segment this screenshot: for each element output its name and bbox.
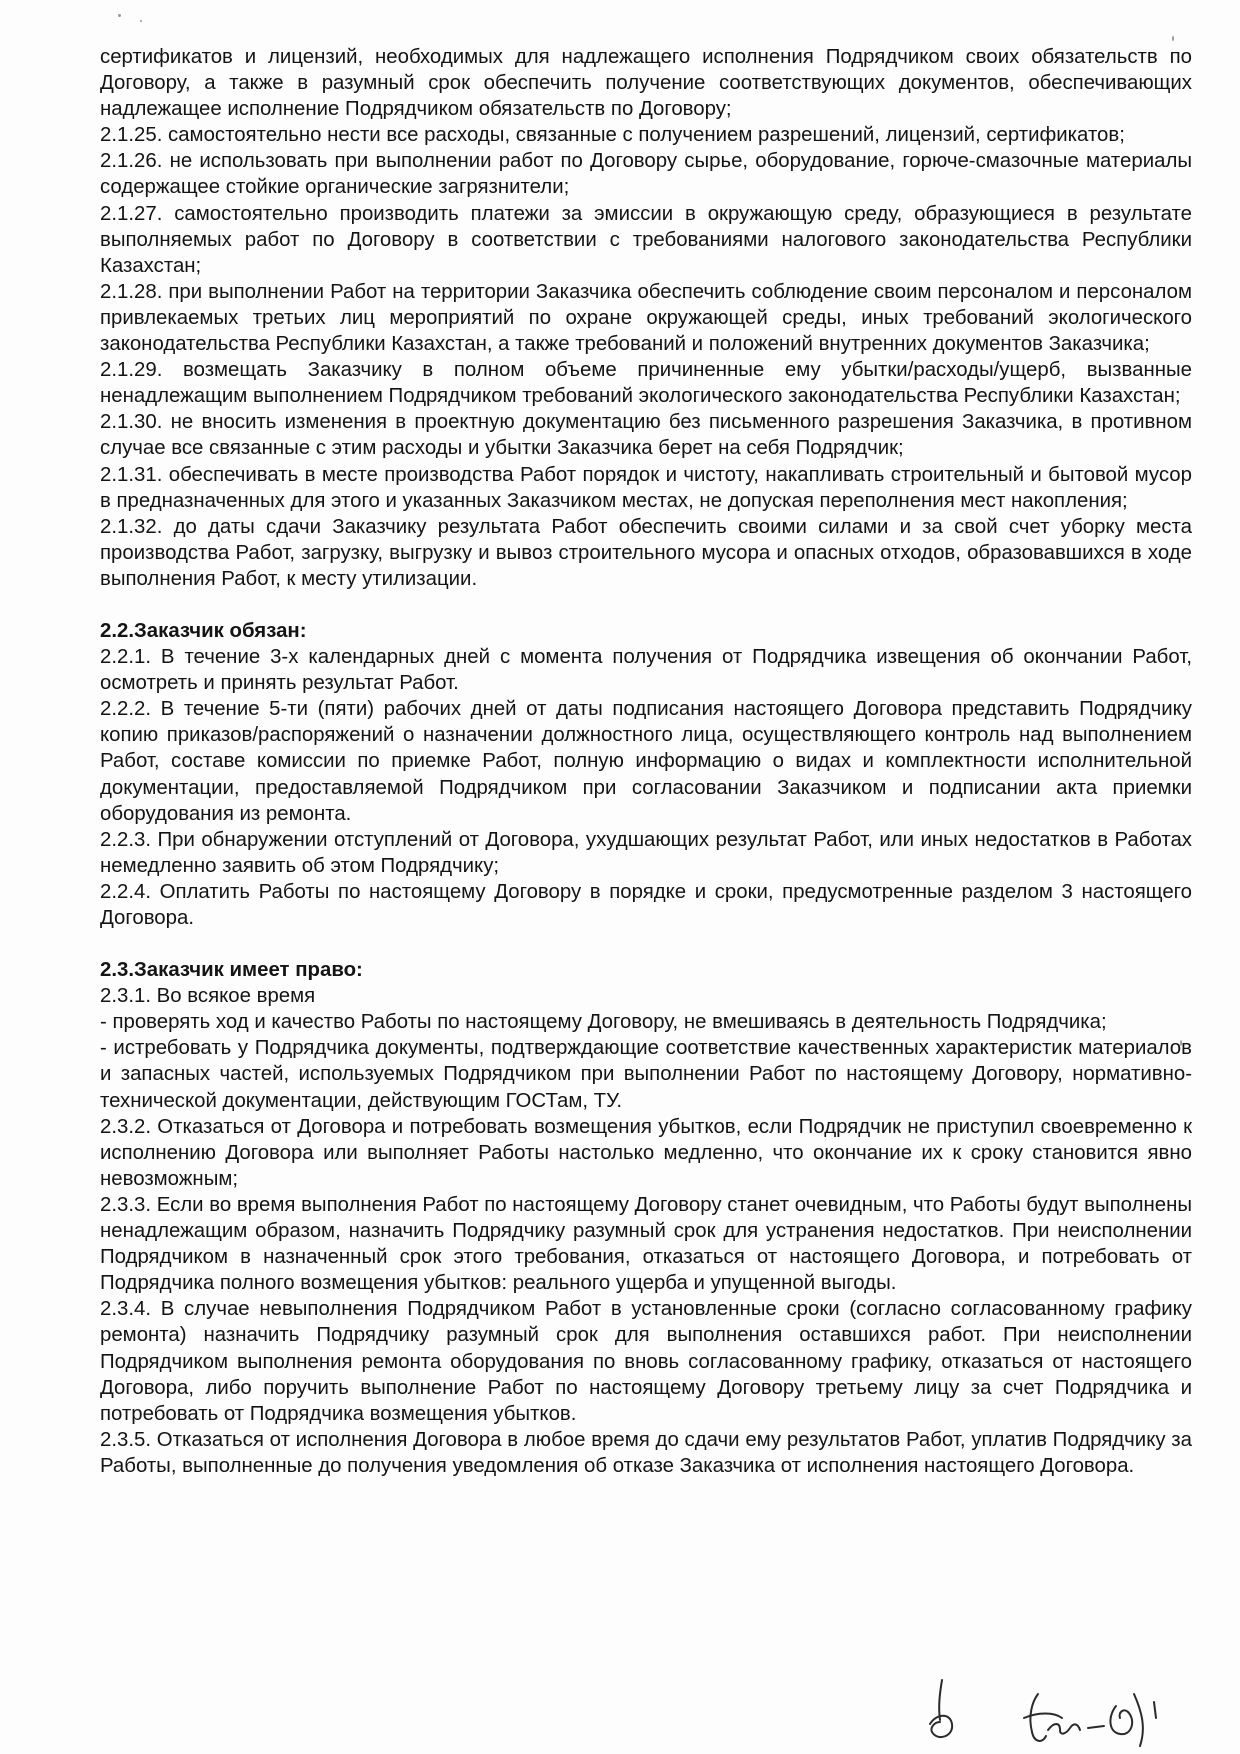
paragraph-2-3-1: 2.3.1. Во всякое время [100,985,316,1008]
scan-speck [140,20,142,22]
handwritten-signatures [920,1672,1210,1752]
paragraph-2-2-3: 2.2.3. При обнаружении отступлений от Договора, ухудшающих результат Работ, или иных недостатков в Работах немедленно заявить об этом Подрядчику; [100,828,1192,877]
paragraph-2-1-29: 2.1.29. возмещать Заказчику в полном объеме причиненные ему убытки/расходы/ущерб, вызванные ненадлежащим выполнением Подрядчиком требований экологического законодательства Республики Казахстан; [100,359,1192,408]
paragraph-2-2-1: 2.2.1. В течение 3-х календарных дней с момента получения от Подрядчика извещения об окончании Работ, осмотреть и принять результат Работ. [100,646,1192,695]
paragraph-2-3-4: 2.3.4. В случае невыполнения Подрядчиком Работ в установленные сроки (согласно согласованному графику ремонта) назначить Подрядчику разумный срок для выполнения оставшихся работ. При неисполнении Подрядчиком выполнения ремонта оборудования по вновь согласованному графику, отказаться от настоящего Договора, либо поручить выполнение Работ по настоящему Договору третьему лицу за счет Подрядчика и потребовать от Подрядчика возмещения убытков. [100,1298,1192,1425]
paragraph-2-1-24-continued: сертификатов и лицензий, необходимых для надлежащего исполнения Подрядчиком своих обязательств по Договору, а также в разумный срок обеспечить получение соответствующих документов, обеспечивающих надлежащее исполнение Подрядчиком обязательств по Договору; [100,46,1192,121]
document-body [100,44,1192,1479]
signature-initial-left [930,1680,952,1737]
paragraph-2-1-26: 2.1.26. не использовать при выполнении работ по Договору сырье, оборудование, горюче-смазочные материалы содержащее стойкие органические загрязнители; [100,150,1192,199]
paragraph-2-3-3: 2.3.3. Если во время выполнения Работ по настоящему Договору станет очевидным, что Работы будут выполнены ненадлежащим образом, назначить Подрядчику разумный срок для устранения недостатков. При неисполнении Подрядчиком в назначенный срок этого требования, отказаться от настоящего Договора, и потребовать от Подрядчика полного возмещения убытков: реального ущерба и упущенной выгоды. [100,1193,1192,1295]
paragraph-2-3-1-item-a: - проверять ход и качество Работы по настоящему Договору, не вмешиваясь в деятельность Подрядчика; [100,1011,1107,1034]
signature-right [1024,1694,1156,1746]
paragraph-2-3-2: 2.3.2. Отказаться от Договора и потребовать возмещения убытков, если Подрядчик не приступил своевременно к исполнению Договора или выполняет Работы настолько медленно, что окончание их к сроку становится явно невозможным; [100,1115,1192,1190]
paragraph-2-1-27: 2.1.27. самостоятельно производить платежи за эмиссии в окружающую среду, образующиеся в результате выполняемых работ по Договору в соответствии с требованиями налогового законодательства Республики Казахстан; [100,202,1192,277]
paragraph-2-2-4: 2.2.4. Оплатить Работы по настоящему Договору в порядке и сроки, предусмотренные разделом 3 настоящего Договора. [100,880,1192,929]
scan-speck [1172,36,1174,41]
paragraph-2-1-30: 2.1.30. не вносить изменения в проектную документацию без письменного разрешения Заказчика, в противном случае все связанные с этим расходы и убытки Заказчика берет на себя Подрядчик; [100,411,1192,460]
section-heading-2-2: 2.2.Заказчик обязан: [100,619,307,642]
paragraph-2-3-1-item-b: - истребовать у Подрядчика документы, подтверждающие соответствие качественных характеристик материалов и запасных частей, используемых Подрядчиком при выполнении Работ по настоящему Договору, нормативно-технической документации, действующим ГОСТам, ТУ. [100,1037,1192,1112]
scan-speck [118,14,121,17]
paragraph-2-1-25: 2.1.25. самостоятельно нести все расходы, связанные с получением разрешений, лицензий, сертификатов; [100,124,1125,147]
section-heading-2-3: 2.3.Заказчик имеет право: [100,959,363,982]
paragraph-2-1-28: 2.1.28. при выполнении Работ на территории Заказчика обеспечить соблюдение своим персоналом и персоналом привлекаемых третьих лиц мероприятий по охране окружающей среды, иных требований экологического законодательства Республики Казахстан, а также требований и положений внутренних документов Заказчика; [100,280,1192,356]
paragraph-2-2-2: 2.2.2. В течение 5-ти (пяти) рабочих дней от даты подписания настоящего Договора представить Подрядчику копию приказов/распоряжений о назначении должностного лица, осуществляющего контроль над выполнением Работ, составе комиссии по приемке Работ, полную информацию о видах и комплектности исполнительной документации, предоставляемой Подрядчиком при согласовании Заказчиком и подписании акта приемки оборудования из ремонта. [100,698,1192,825]
paragraph-2-1-31: 2.1.31. обеспечивать в месте производства Работ порядок и чистоту, накапливать строительный и бытовой мусор в предназначенных для этого и указанных Заказчиком местах, не допуская переполнения мест накопления; [100,463,1192,512]
paragraph-2-3-5: 2.3.5. Отказаться от исполнения Договора в любое время до сдачи ему результатов Работ, уплатив Подрядчику за Работы, выполненные до получения уведомления об отказе Заказчика от исполнения настоящего Договора. [100,1428,1192,1477]
paragraph-2-1-32: 2.1.32. до даты сдачи Заказчику результата Работ обеспечить своими силами и за свой счет уборку места производства Работ, загрузку, выгрузку и вывоз строительного мусора и опасных отходов, образовавшихся в ходе выполнения Работ, к месту утилизации. [100,515,1192,590]
